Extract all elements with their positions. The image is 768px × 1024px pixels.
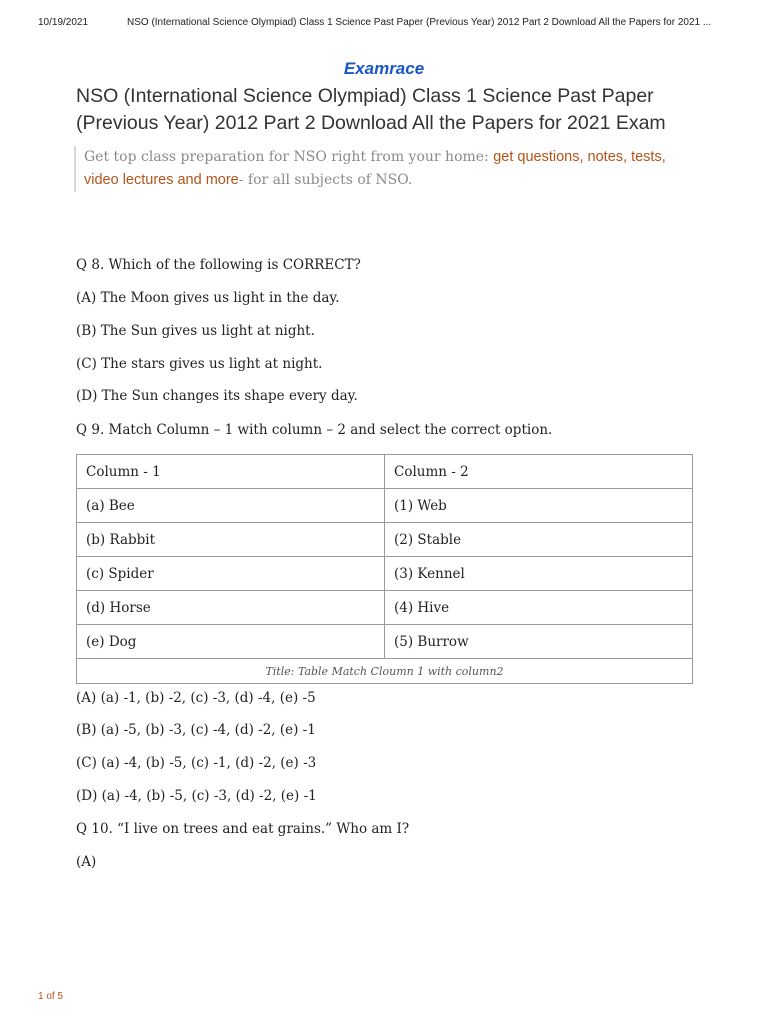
table-cell: (4) Hive <box>385 591 693 625</box>
table-header-row <box>77 455 693 489</box>
table-caption-row <box>77 659 693 684</box>
table-cell: (1) Web <box>385 489 693 523</box>
table-row <box>77 557 693 591</box>
q8-option-d: (D) The Sun changes its shape every day. <box>76 388 358 404</box>
q8-option-b: (B) The Sun gives us light at night. <box>76 323 315 339</box>
q10-question: Q 10. “I live on trees and eat grains.” Who am I? <box>76 821 410 837</box>
print-header-title: NSO (International Science Olympiad) Class 1 Science Past Paper (Previous Year) 2012 Part 2 Download All the Papers for 2021 ... <box>127 17 712 28</box>
promo-text-before: Get top class preparation for NSO right from your home: <box>84 149 494 165</box>
match-table <box>76 454 693 684</box>
brand-logo-text[interactable]: Examrace <box>343 59 425 78</box>
table-cell: (a) Bee <box>77 489 385 523</box>
table-header-cell: Column - 1 <box>77 455 385 489</box>
q9-option-a: (A) (a) -1, (b) -2, (c) -3, (d) -4, (e) -5 <box>76 690 316 706</box>
table-row <box>77 489 693 523</box>
q9-option-d: (D) (a) -4, (b) -5, (c) -3, (d) -2, (e) -1 <box>76 788 317 804</box>
table-cell: (b) Rabbit <box>77 523 385 557</box>
promo-text <box>84 146 704 192</box>
promo-link[interactable]: get questions, notes, tests, video lectures and more <box>84 149 666 188</box>
table-cell: (2) Stable <box>385 523 693 557</box>
table-header-cell: Column - 2 <box>385 455 693 489</box>
q9-option-b: (B) (a) -5, (b) -3, (c) -4, (d) -2, (e) -1 <box>76 722 316 738</box>
table-row <box>77 523 693 557</box>
table-cell: (e) Dog <box>77 625 385 659</box>
q10-option-a: (A) <box>76 854 97 870</box>
promo-border <box>74 146 76 192</box>
promo-text-after: - for all subjects of NSO. <box>238 172 413 188</box>
q8-question: Q 8. Which of the following is CORRECT? <box>76 257 361 273</box>
table-cell: (5) Burrow <box>385 625 693 659</box>
table-row <box>77 591 693 625</box>
q9-question: Q 9. Match Column – 1 with column – 2 and select the correct option. <box>76 422 553 438</box>
q8-option-a: (A) The Moon gives us light in the day. <box>76 290 340 306</box>
table-caption: Title: Table Match Cloumn 1 with column2 <box>77 659 693 684</box>
table-row <box>77 625 693 659</box>
print-date: 10/19/2021 <box>38 17 89 28</box>
table-cell: (3) Kennel <box>385 557 693 591</box>
table-cell: (c) Spider <box>77 557 385 591</box>
page-number: 1 of 5 <box>38 991 64 1002</box>
q9-option-c: (C) (a) -4, (b) -5, (c) -1, (d) -2, (e) -3 <box>76 755 317 771</box>
page-title: NSO (International Science Olympiad) Class 1 Science Past Paper (Previous Year) 2012 Part 2 Download All the Papers for 2021 Exam <box>76 85 666 134</box>
table-cell: (d) Horse <box>77 591 385 625</box>
q8-option-c: (C) The stars gives us light at night. <box>76 356 323 372</box>
